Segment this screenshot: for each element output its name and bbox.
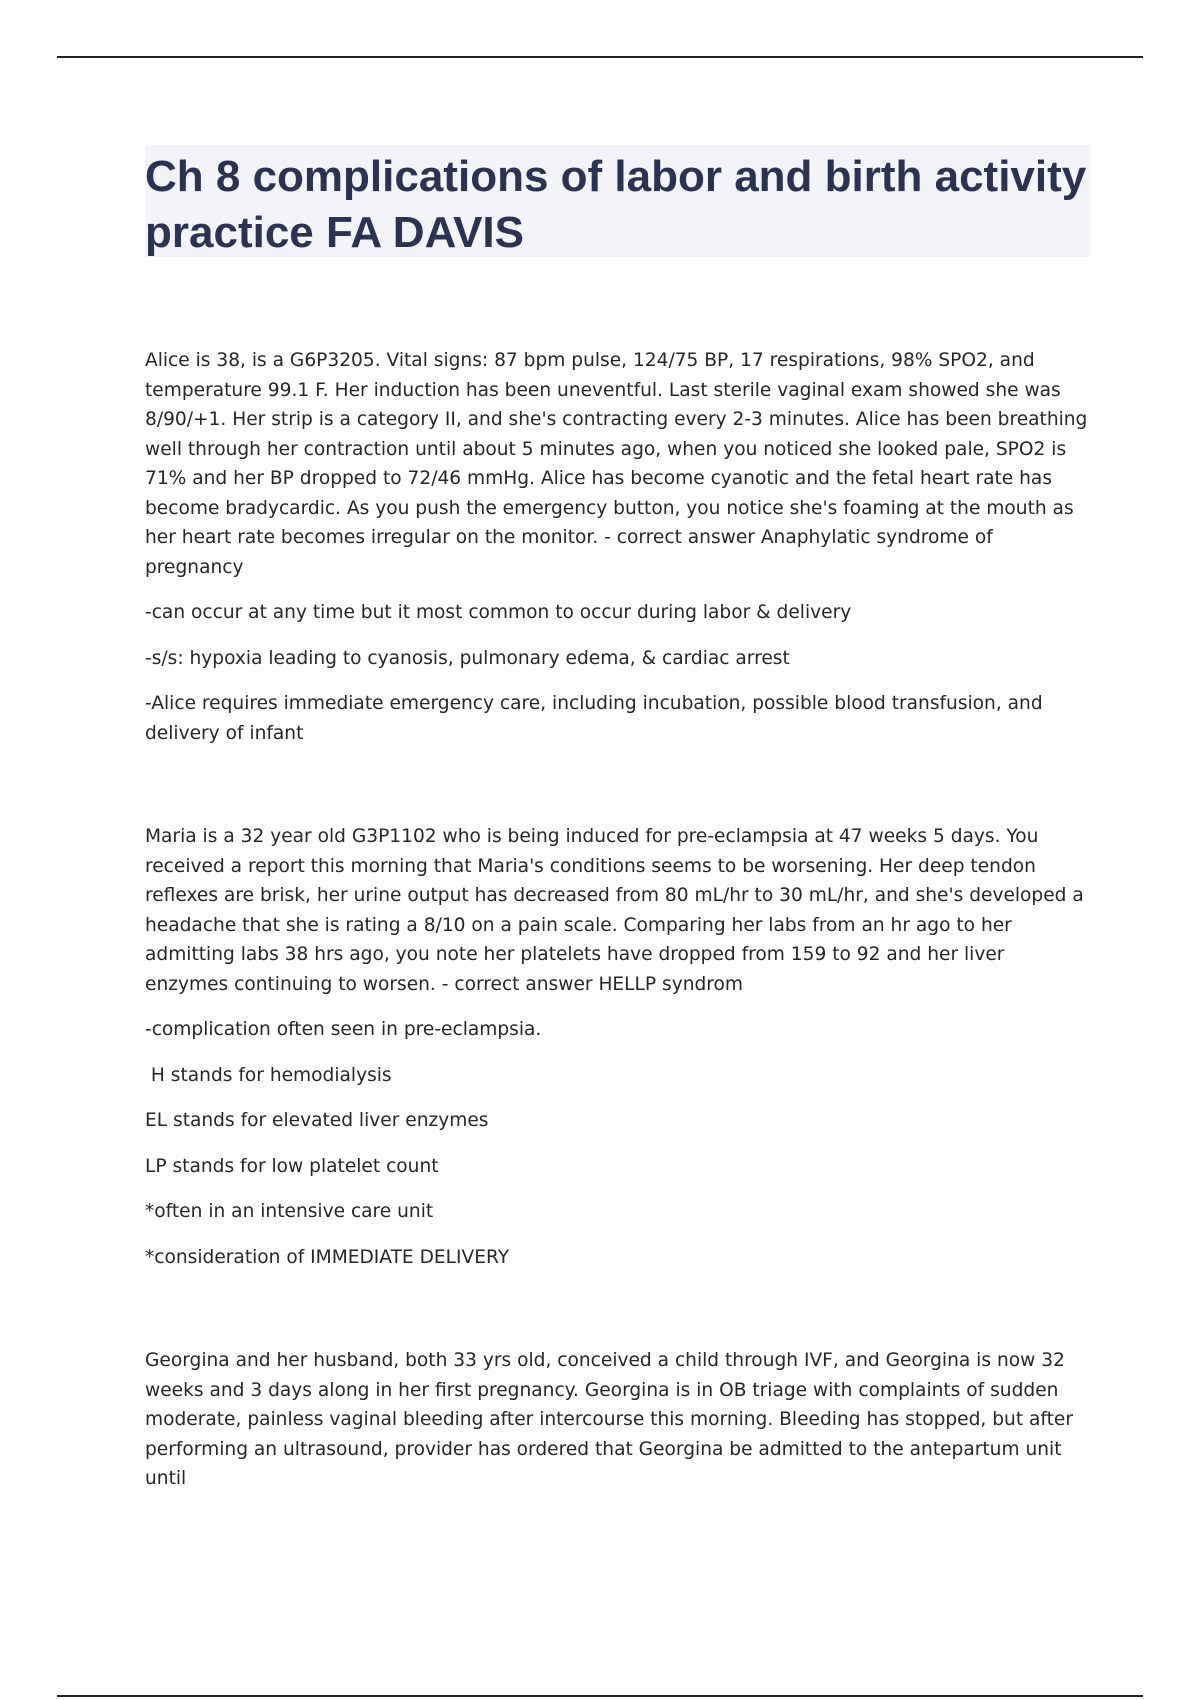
document-body — [145, 346, 1090, 1510]
title-banner — [145, 145, 1090, 257]
section-spacer — [145, 764, 1090, 822]
note-line: *often in an intensive care unit — [145, 1201, 434, 1222]
top-rule — [57, 56, 1143, 58]
note-line: *consideration of IMMEDIATE DELIVERY — [145, 1246, 510, 1268]
qa-section-georgina — [145, 1346, 1090, 1494]
question-paragraph: Alice is 38, is a G6P3205. Vital signs: 87 bpm pulse, 124/75 BP, 17 respirations, 98% SPO2, and temperature 99.1 F. Her induction has been uneventful. Last sterile vaginal exam showed she was 8/90/+1. Her strip is a category II, and she's contracting every 2-3 minutes. Alice has been breathing well through her contraction until about 5 minutes ago, when you noticed she looked pale, SPO2 is 71% and her BP dropped to 72/46 mmHg. Alice has become cyanotic and the fetal heart rate has become bradycardic. As you push the emergency button, you notice she's foaming at the mouth as her heart rate becomes irregular on the monitor. - correct answer Anaphylatic syndrome of pregnancy — [145, 350, 1088, 578]
note-line: -can occur at any time but it most common to occur during labor & delivery — [145, 602, 852, 623]
question-paragraph: Maria is a 32 year old G3P1102 who is being induced for pre-eclampsia at 47 weeks 5 days. You received a report this morning that Maria's conditions seems to be worsening. Her deep tendon reflexes are brisk, her urine output has decreased from 80 mL/hr to 30 mL/hr, and she's developed a headache that she is rating a 8/10 on a pain scale. Comparing her labs from an hr ago to her admitting labs 38 hrs ago, you note her platelets have dropped from 159 to 92 and her liver enzymes continuing to worsen. - correct answer HELLP syndrom — [145, 826, 1084, 995]
bottom-rule — [57, 1695, 1143, 1697]
qa-section-alice — [145, 346, 1090, 748]
note-line: H stands for hemodialysis — [145, 1064, 392, 1086]
note-line: -complication often seen in pre-eclampsia. — [145, 1019, 542, 1040]
note-line: EL stands for elevated liver enzymes — [145, 1110, 489, 1131]
qa-section-maria — [145, 822, 1090, 1272]
page-title: Ch 8 complications of labor and birth activity practice FA DAVIS — [145, 152, 1087, 257]
note-line: -s/s: hypoxia leading to cyanosis, pulmonary edema, & cardiac arrest — [145, 647, 790, 669]
note-line: -Alice requires immediate emergency care, including incubation, possible blood transfusion, and delivery of infant — [145, 693, 1043, 744]
section-spacer — [145, 1288, 1090, 1346]
note-line: LP stands for low platelet count — [145, 1155, 439, 1177]
question-paragraph: Georgina and her husband, both 33 yrs old, conceived a child through IVF, and Georgina is now 32 weeks and 3 days along in her first pregnancy. Georgina is in OB triage with complaints of sudden moderate, painless vaginal bleeding after intercourse this morning. Bleeding has stopped, but after performing an ultrasound, provider has ordered that Georgina be admitted to the antepartum unit until — [145, 1350, 1074, 1489]
